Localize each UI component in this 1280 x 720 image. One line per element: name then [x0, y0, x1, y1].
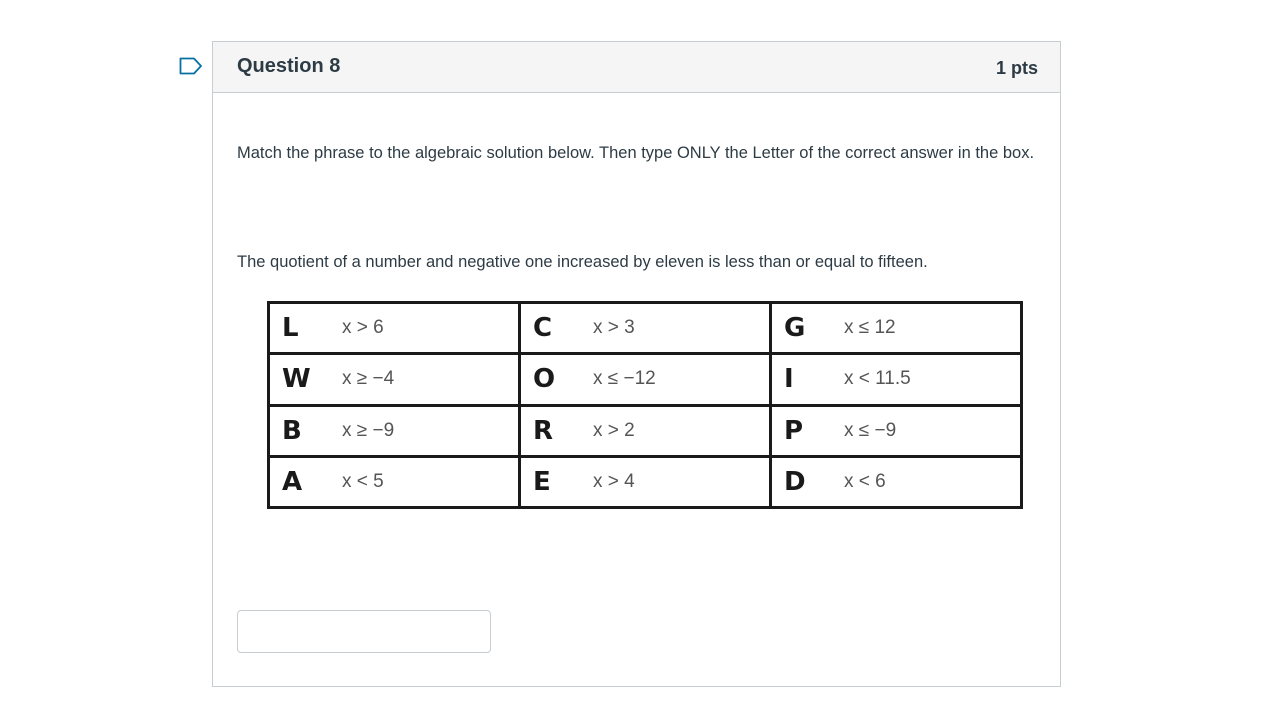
table-row: [269, 456, 1022, 507]
table-row: [269, 405, 1022, 456]
option-letter: C: [533, 313, 552, 344]
option-cell: [269, 456, 520, 507]
option-letter: W: [282, 364, 310, 395]
option-letter: L: [282, 313, 298, 344]
option-cell: [771, 354, 1022, 405]
table-row: [269, 354, 1022, 405]
option-expression: x ≥ −9: [342, 419, 395, 441]
option-letter: R: [533, 415, 553, 446]
option-cell: [771, 456, 1022, 507]
question-card: [212, 41, 1061, 687]
flag-icon[interactable]: [179, 57, 203, 75]
answer-options-table: [267, 301, 1023, 509]
option-letter: G: [784, 313, 805, 344]
option-letter: P: [784, 415, 803, 446]
option-letter: D: [784, 466, 805, 497]
option-expression: x > 3: [593, 317, 635, 339]
question-header: [213, 42, 1060, 93]
option-expression: x < 5: [342, 470, 384, 492]
question-points: 1 pts: [995, 58, 1038, 78]
option-cell: [520, 456, 771, 507]
option-cell: [771, 405, 1022, 456]
option-letter: A: [282, 466, 302, 497]
option-expression: x ≥ −4: [342, 368, 395, 390]
option-cell: [771, 303, 1022, 354]
option-letter: O: [533, 364, 555, 395]
option-letter: B: [282, 415, 301, 446]
question-instruction: Match the phrase to the algebraic solution below. Then type ONLY the Letter of the correct answer in the box.: [237, 144, 1035, 162]
table-row: [269, 303, 1022, 354]
option-letter: I: [784, 364, 793, 395]
option-cell: [520, 405, 771, 456]
option-expression: x ≤ −12: [593, 368, 656, 390]
option-expression: x < 6: [844, 470, 886, 492]
option-expression: x ≤ −9: [844, 419, 897, 441]
option-expression: x < 11.5: [844, 368, 911, 390]
question-phrase: The quotient of a number and negative one increased by eleven is less than or equal to fifteen.: [237, 253, 928, 271]
option-cell: [520, 354, 771, 405]
option-cell: [269, 405, 520, 456]
option-letter: E: [533, 466, 550, 497]
option-expression: x > 4: [593, 470, 635, 492]
option-expression: x > 2: [593, 419, 635, 441]
answer-input[interactable]: [237, 610, 491, 653]
option-cell: [269, 354, 520, 405]
option-cell: [269, 303, 520, 354]
question-title: Question 8: [237, 55, 341, 77]
option-expression: x ≤ 12: [844, 317, 896, 339]
option-cell: [520, 303, 771, 354]
option-expression: x > 6: [342, 317, 384, 339]
